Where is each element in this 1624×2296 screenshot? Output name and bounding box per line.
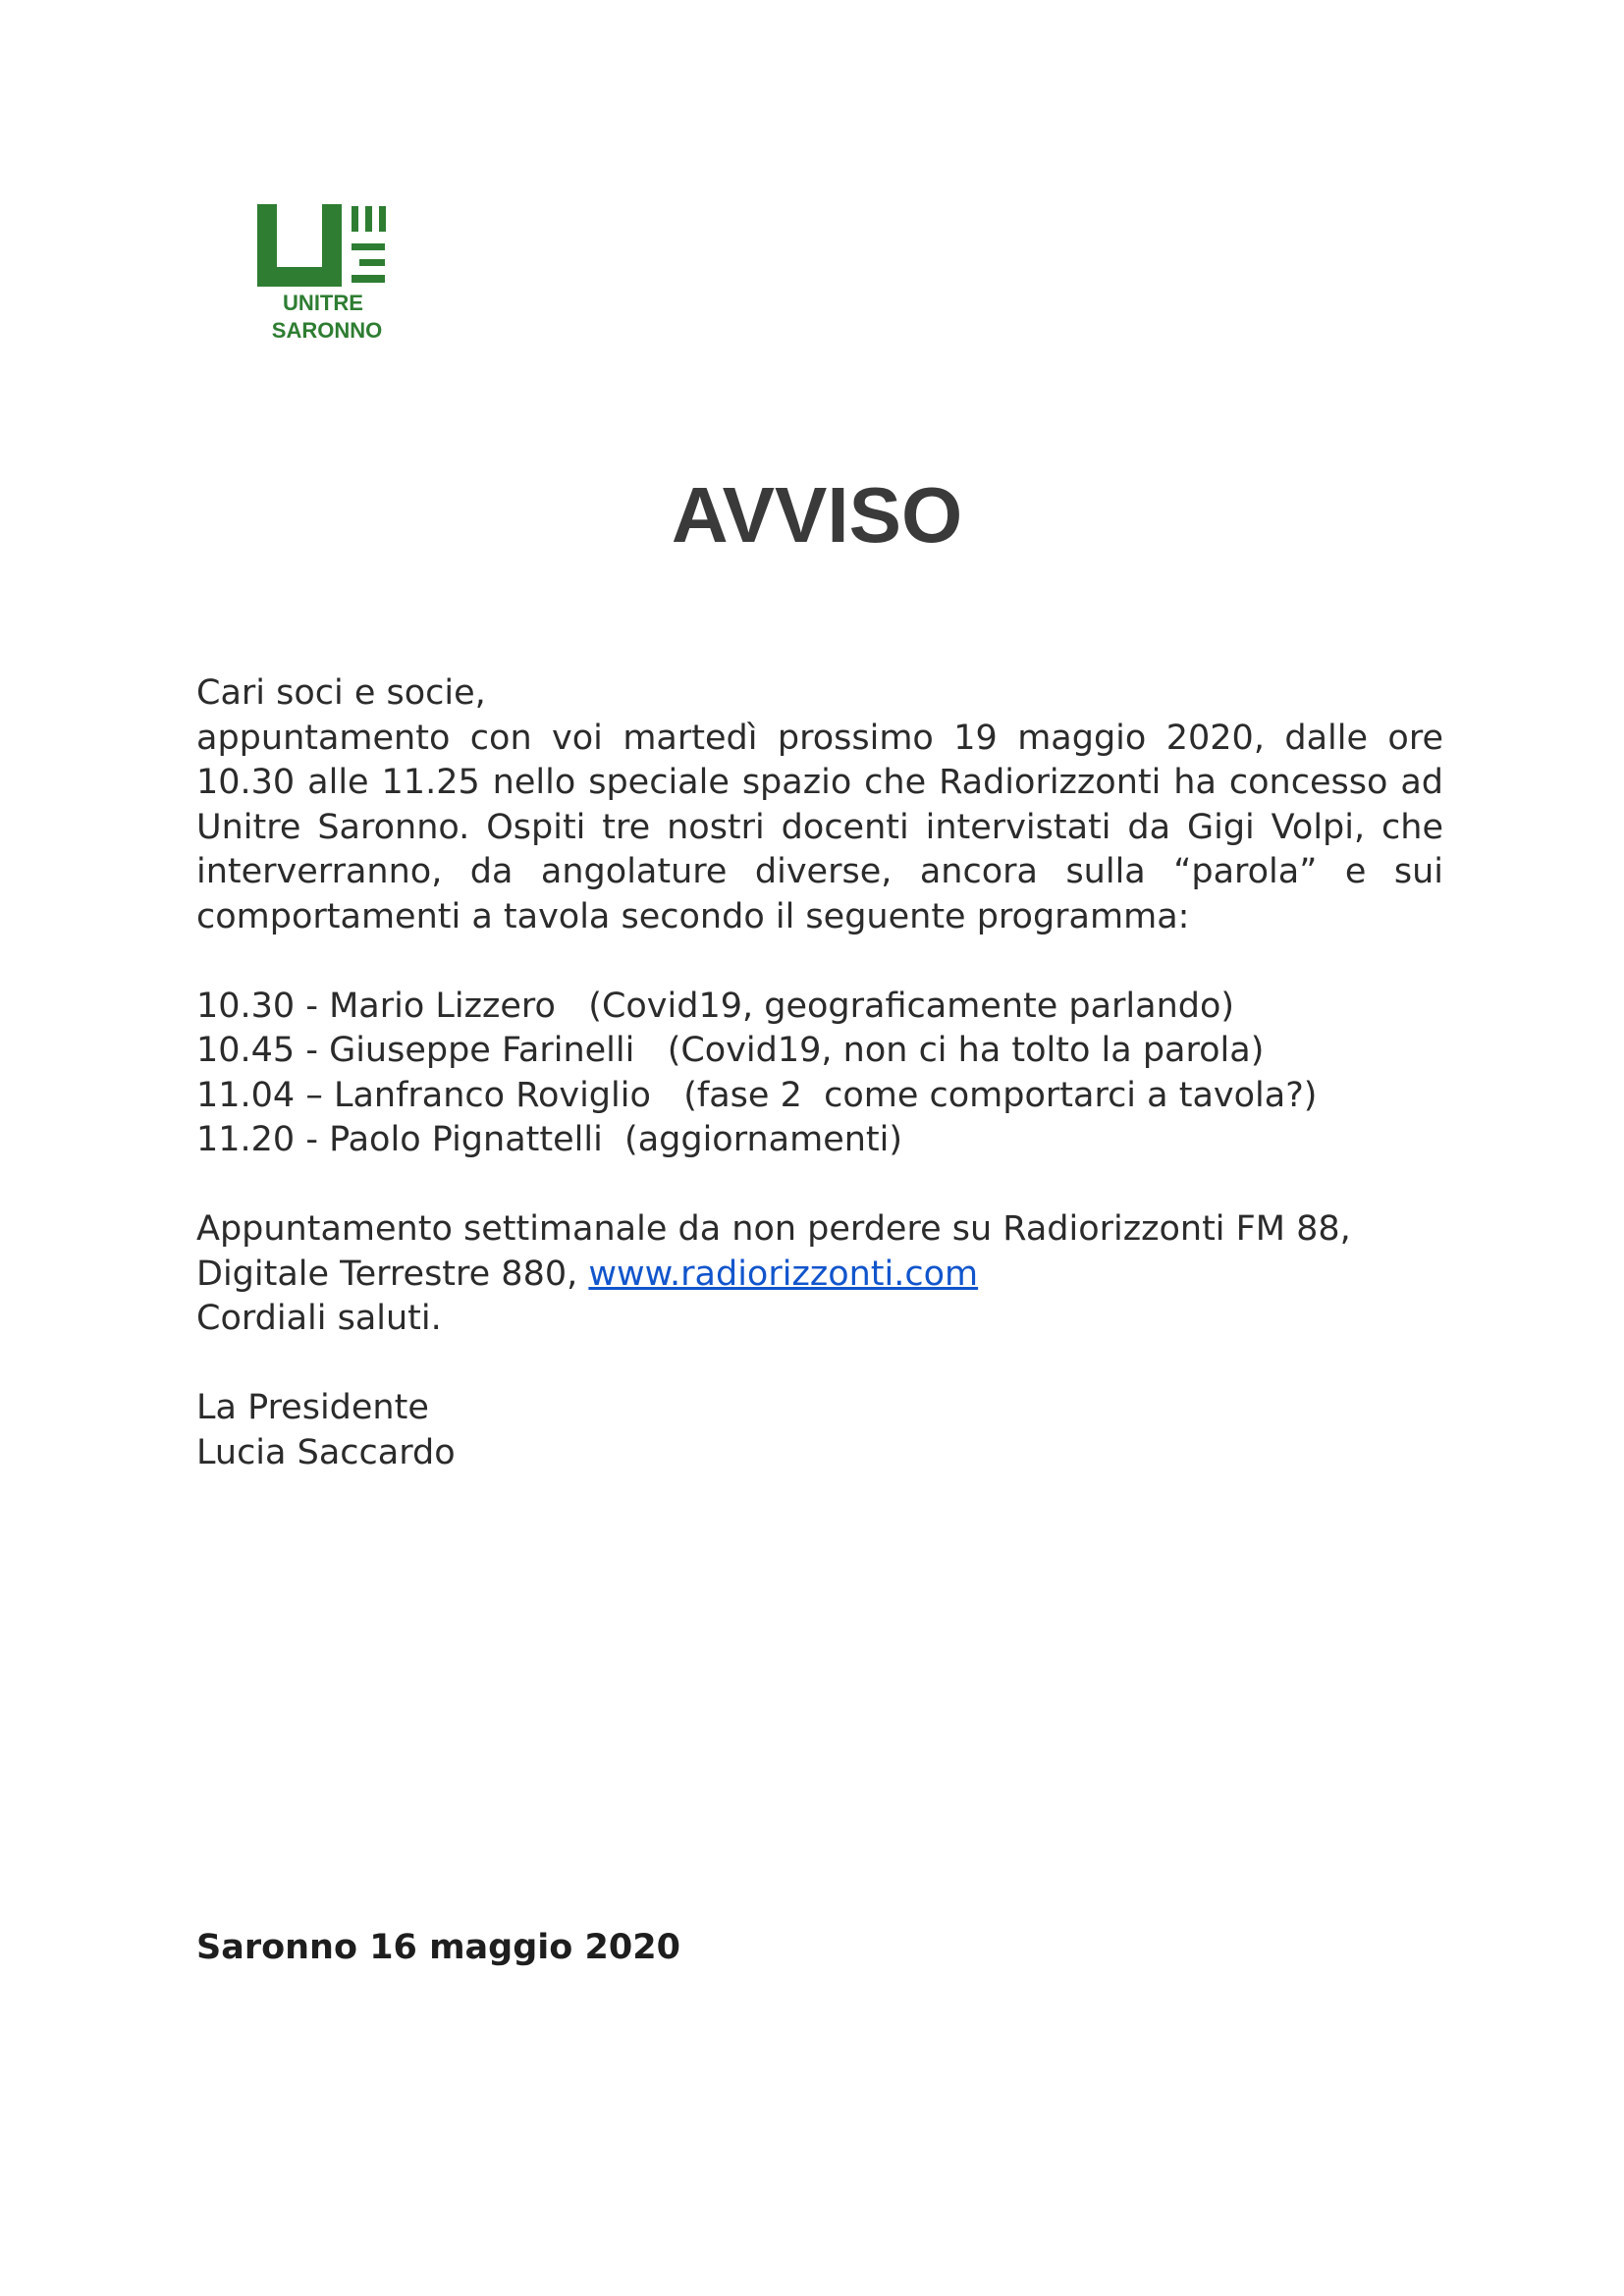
schedule-item: 11.20 - Paolo Pignattelli (aggiornamenti) bbox=[196, 1120, 903, 1159]
footer-line-2-prefix: Digitale Terrestre 880, bbox=[196, 1254, 589, 1294]
schedule-item: 10.45 - Giuseppe Farinelli (Covid19, non ci ha tolto la parola) bbox=[196, 1031, 1265, 1070]
spacer bbox=[196, 939, 1443, 985]
logo-text-saronno: SARONNO bbox=[271, 318, 383, 343]
schedule-item: 10.30 - Mario Lizzero (Covid19, geograficamente parlando) bbox=[196, 986, 1235, 1026]
schedule-item: 11.04 – Lanfranco Roviglio (fase 2 come comportarci a tavola?) bbox=[196, 1075, 1318, 1115]
notice-body bbox=[196, 671, 1443, 1475]
spacer bbox=[196, 1342, 1443, 1387]
signature-name: Lucia Saccardo bbox=[196, 1432, 456, 1472]
radiorizzonti-link[interactable]: www.radiorizzonti.com bbox=[588, 1254, 979, 1294]
footer-line-1: Appuntamento settimanale da non perdere su Radiorizzonti FM 88, bbox=[196, 1209, 1351, 1249]
unitre-logo bbox=[253, 196, 401, 353]
spacer bbox=[196, 1163, 1443, 1208]
logo-text-unitre: UNITRE bbox=[283, 291, 363, 315]
document-date: Saronno 16 maggio 2020 bbox=[196, 1928, 680, 1967]
footer-line-2 bbox=[196, 1253, 1443, 1298]
intro-paragraph: appuntamento con voi martedì prossimo 19 maggio 2020, dalle ore 10.30 alle 11.25 nello speciale spazio che Radiorizzonti ha concesso ad Unitre Saronno. Ospiti tre nostri docenti intervistati da Gigi Volpi, che interverranno, da angolature diverse, ancora sulla “parola” e sui comportamenti a tavola secondo il seguente programma: bbox=[196, 718, 1443, 936]
closing-line: Cordiali saluti. bbox=[196, 1299, 442, 1338]
signature-role: La Presidente bbox=[196, 1388, 429, 1427]
greeting: Cari soci e socie, bbox=[196, 673, 486, 713]
unitre-logo-icon bbox=[257, 204, 389, 289]
page-title: AVVISO bbox=[671, 471, 963, 559]
